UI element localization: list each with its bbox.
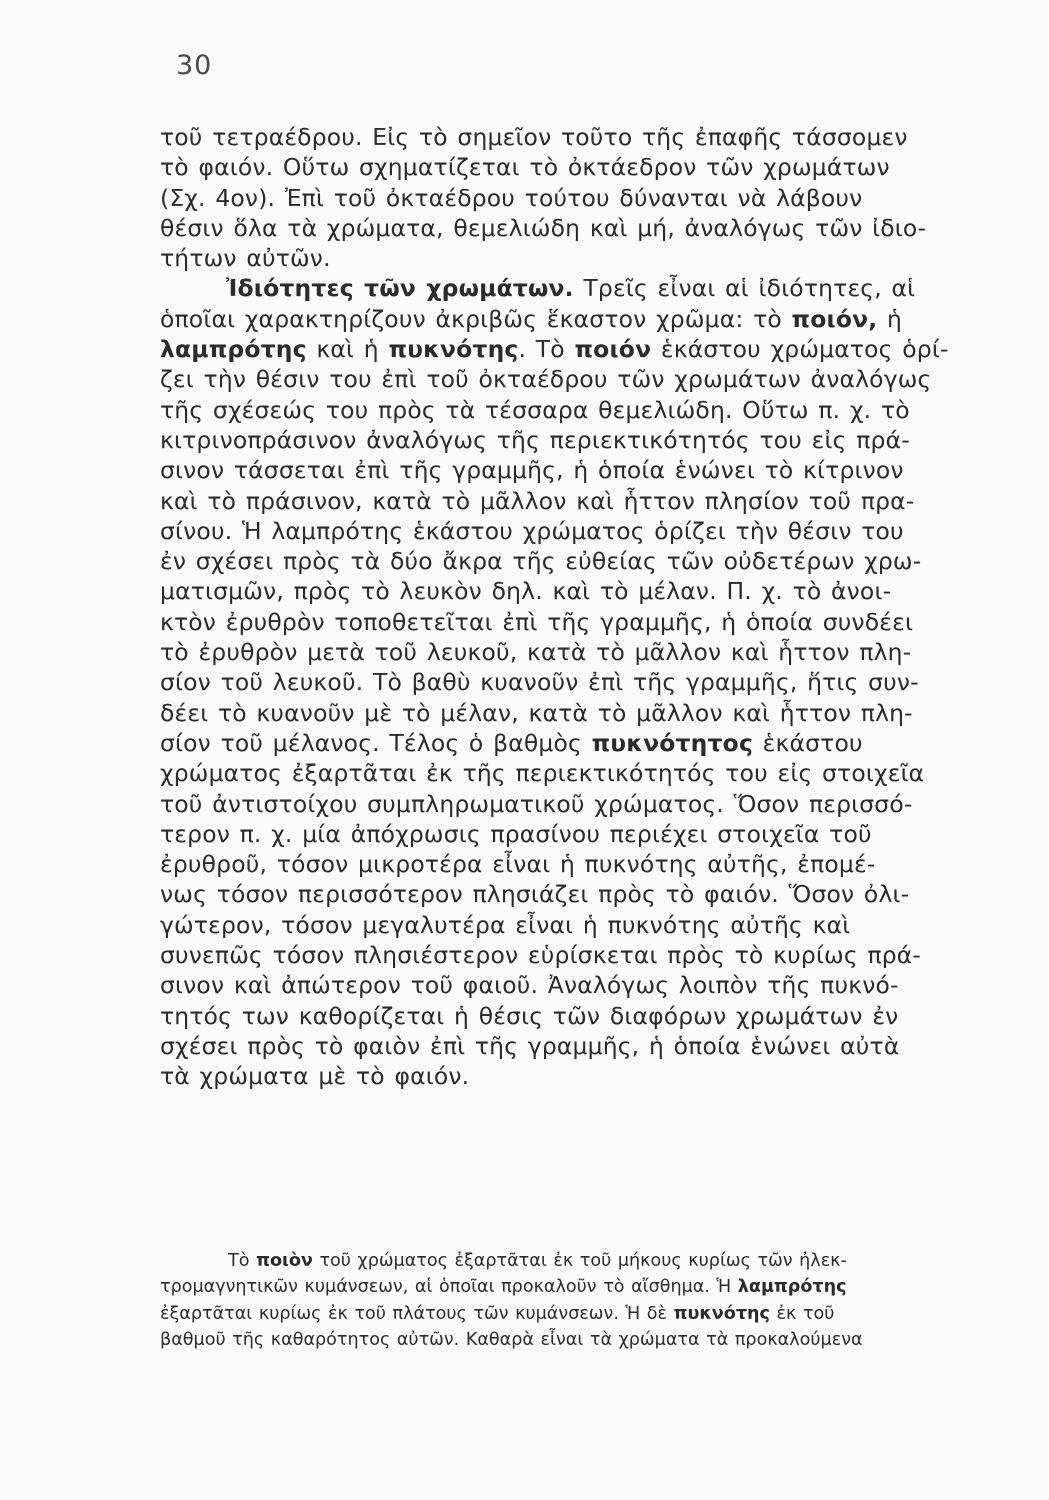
text-line <box>160 970 1020 1000</box>
text-run: τῆς σχέσεώς του πρὸς τὰ τέσσαρα θεμελιώδη. Οὕτω π. χ. τὸ <box>160 395 910 424</box>
text-line <box>160 395 1020 425</box>
text-line <box>160 364 1020 394</box>
bold-term: ποιόν <box>574 335 652 364</box>
text-line <box>160 455 1020 485</box>
text-run: τὸ φαιόν. Οὕτω σχηματίζεται τὸ ὀκτάεδρον τῶν χρωμάτων <box>160 153 890 182</box>
text-line <box>160 758 1020 788</box>
text-run: σινον καὶ ἀπώτερον τοῦ φαιοῦ. Ἀναλόγως λοιπὸν τῆς πυκνό- <box>160 971 899 1000</box>
text-run: ματισμῶν, πρὸς τὸ λευκὸν δηλ. καὶ τὸ μέλαν. Π. χ. τὸ ἀνοι- <box>160 577 892 606</box>
bold-term: ποιὸν <box>256 1251 313 1271</box>
main-text <box>160 122 1020 1092</box>
text-run: Τρεῖς εἶναι αἱ ἰδιότητες, αἱ <box>573 274 916 303</box>
text-run: τοῦ τετραέδρου. Εἰς τὸ σημεῖον τοῦτο τῆς ἐπαφῆς τάσσομεν <box>160 123 908 151</box>
text-line <box>160 1061 1020 1091</box>
text-run: (Σχ. 4ον). Ἐπὶ τοῦ ὀκταέδρου τούτου δύνανται νὰ λάβουν <box>160 183 863 212</box>
text-run: τοῦ χρώματος ἐξαρτᾶται ἐκ τοῦ μήκους κυρίως τῶν ἠλεκ- <box>312 1251 847 1271</box>
text-line <box>160 940 1020 970</box>
text-run: ἐν σχέσει πρὸς τὰ δύο ἄκρα τῆς εὐθείας τῶν οὐδετέρων χρω- <box>160 547 922 576</box>
text-run: Τὸ <box>228 1251 257 1271</box>
text-run: καὶ ἡ <box>306 335 389 364</box>
text-run: σίνου. Ἡ λαμπρότης ἑκάστου χρώματος ὁρίζει τὴν θέσιν του <box>160 516 904 545</box>
bold-term: πυκνότης <box>388 335 519 364</box>
text-line <box>160 879 1020 909</box>
text-line <box>160 122 1020 152</box>
text-line <box>160 486 1020 516</box>
text-line <box>160 304 1020 334</box>
text-run: νως τόσον περισσότερον πλησιάζει πρὸς τὸ φαιόν. Ὅσον ὀλι- <box>160 880 910 909</box>
text-line <box>160 183 1020 213</box>
text-run: τητός των καθορίζεται ἡ θέσις τῶν διαφόρων χρωμάτων ἐν <box>160 1001 899 1030</box>
text-line <box>160 667 1020 697</box>
text-run: θέσιν ὅλα τὰ χρώματα, θεμελιώδη καὶ μή, ἀναλόγως τῶν ἰδιο- <box>160 213 927 242</box>
text-run: ἑκάστου <box>753 728 863 757</box>
text-run: χρώματος ἐξαρτᾶται ἐκ τῆς περιεκτικότητός του εἰς στοιχεῖα <box>160 759 925 788</box>
text-line <box>160 819 1020 849</box>
footnote-line <box>160 1248 1020 1274</box>
text-line <box>160 546 1020 576</box>
text-run: τοῦ ἀντιστοίχου συμπληρωματικοῦ χρώματος. Ὅσον περισσό- <box>160 789 913 818</box>
text-run: . Τὸ <box>518 335 575 364</box>
text-run: καὶ τὸ πράσινον, κατὰ τὸ μᾶλλον καὶ ἧττον πλησίον τοῦ πρα- <box>160 486 915 515</box>
text-run: σίον τοῦ λευκοῦ. Τὸ βαθὺ κυανοῦν ἐπὶ τῆς γραμμῆς, ἥτις συν- <box>160 668 919 697</box>
text-run: ζει τὴν θέσιν του ἐπὶ τοῦ ὀκταέδρου τῶν χρωμάτων ἀναλόγως <box>160 365 932 394</box>
footnote-line <box>160 1301 1020 1327</box>
text-line <box>160 849 1020 879</box>
text-line <box>160 213 1020 243</box>
text-run: βαθμοῦ τῆς καθαρότητος αὐτῶν. Καθαρὰ εἶναι τὰ χρώματα τὰ προκαλούμενα <box>160 1329 863 1350</box>
text-run: τὰ χρώματα μὲ τὸ φαιόν. <box>160 1062 470 1091</box>
text-run: γώτερον, τόσον μεγαλυτέρα εἶναι ἡ πυκνότης αὐτῆς καὶ <box>160 910 851 939</box>
text-run: τρομαγνητικῶν κυμάνσεων, αἱ ὁποῖαι προκαλοῦν τὸ αἴσθημα. Ἡ <box>160 1277 738 1298</box>
bold-term: λαμπρότης <box>160 335 307 364</box>
text-line <box>160 789 1020 819</box>
text-run: δέει τὸ κυανοῦν μὲ τὸ μέλαν, κατὰ τὸ μᾶλλον καὶ ἧττον πλη- <box>160 698 913 727</box>
text-line <box>160 243 1020 273</box>
text-run: κτὸν ἐρυθρὸν τοποθετεῖται ἐπὶ τῆς γραμμῆς, ἡ ὁποία συνδέει <box>160 607 914 636</box>
text-run: ἐρυθροῦ, τόσον μικροτέρα εἶναι ἡ πυκνότης αὐτῆς, ἐπομέ- <box>160 850 876 879</box>
text-line <box>160 576 1020 606</box>
text-line <box>160 910 1020 940</box>
footnote-line <box>160 1327 1020 1353</box>
text-line <box>160 1001 1020 1031</box>
bold-term: Ἰδιότητες τῶν χρωμάτων. <box>226 274 574 303</box>
text-run: σχέσει πρὸς τὸ φαιὸν ἐπὶ τῆς γραμμῆς, ἡ ὁποία ἑνώνει αὐτὰ <box>160 1031 900 1060</box>
text-run: ἑκάστου χρώματος ὁρί- <box>651 335 949 364</box>
text-line <box>160 334 1020 364</box>
bold-term: πυκνότητος <box>591 728 754 757</box>
page-number: 30 <box>176 50 213 81</box>
text-line <box>160 607 1020 637</box>
text-run: σινον τάσσεται ἐπὶ τῆς γραμμῆς, ἡ ὁποία ἑνώνει τὸ κίτρινον <box>160 456 904 485</box>
text-line <box>160 516 1020 546</box>
text-run: τερον π. χ. μία ἀπόχρωσις πρασίνου περιέχει στοιχεῖα τοῦ <box>160 819 872 848</box>
footnote <box>160 1248 1020 1353</box>
text-run: ἐξαρτᾶται κυρίως ἐκ τοῦ πλάτους τῶν κυμάνσεων. Ἡ δὲ <box>160 1303 674 1324</box>
bold-term: πυκνότης <box>673 1303 770 1324</box>
text-line <box>160 728 1020 758</box>
text-run: τὸ ἐρυθρὸν μετὰ τοῦ λευκοῦ, κατὰ τὸ μᾶλλον καὶ ἧττον πλη- <box>160 638 912 667</box>
text-run: ἡ <box>877 304 903 333</box>
text-run: ὁποῖαι χαρακτηρίζουν ἀκριβῶς ἕκαστον χρῶμα: τὸ <box>160 304 792 333</box>
text-line <box>160 698 1020 728</box>
text-line <box>160 152 1020 182</box>
text-line <box>160 1031 1020 1061</box>
text-run: σίον τοῦ μέλανος. Τέλος ὁ βαθμὸς <box>160 728 592 757</box>
text-line <box>160 273 1020 303</box>
bold-term: λαμπρότης <box>737 1277 847 1298</box>
footnote-line <box>160 1274 1020 1300</box>
bold-term: ποιόν, <box>791 304 878 333</box>
text-run: ἐκ τοῦ <box>769 1303 835 1324</box>
text-run: τήτων αὐτῶν. <box>160 244 331 273</box>
text-line <box>160 637 1020 667</box>
text-run: κιτρινοπράσινον ἀναλόγως τῆς περιεκτικότητός του εἰς πρά- <box>160 425 910 454</box>
text-run: συνεπῶς τόσον πλησιέστερον εὑρίσκεται πρὸς τὸ κυρίως πρά- <box>160 941 922 970</box>
text-line <box>160 425 1020 455</box>
